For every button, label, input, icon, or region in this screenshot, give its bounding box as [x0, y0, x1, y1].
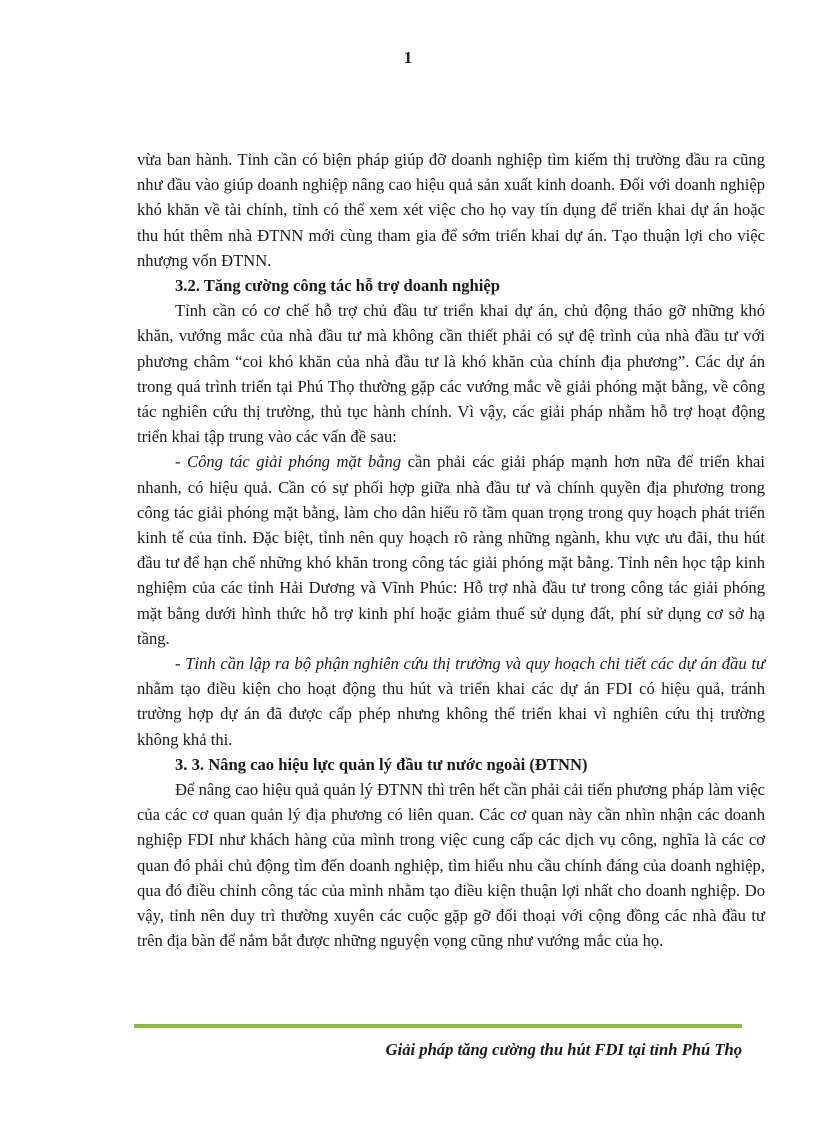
- section-heading-3-3: 3. 3. Nâng cao hiệu lực quản lý đầu tư nước ngoài (ĐTNN): [175, 754, 588, 774]
- paragraph-site-clearance-text: cần phải các giải pháp mạnh hơn nữa để triển khai nhanh, có hiệu quả. Cần có sự phối hợp giữa nhà đầu tư và chính quyền địa phương trong công tác giải phóng mặt bằng, làm cho dân hiểu rõ tầm quan trọng trong quy hoạch phát triển kinh tế của tỉnh. Đặc biệt, tỉnh nên quy hoạch rõ ràng những ngành, khu vực ưu đãi, thu hút đầu tư để hạn chế những khó khăn trong công tác giải phóng mặt bằng. Tỉnh nên học tập kinh nghiệm của các tỉnh Hải Dương và Vĩnh Phúc: Hỗ trợ nhà đầu tư trong công tác giải phóng mặt bằng dưới hình thức hỗ trợ kinh phí hoặc giảm thuế sử dụng đất, phí sử dụng cơ sở hạ tầng.: [137, 452, 765, 648]
- paragraph-management-efficiency: Để nâng cao hiệu quả quản lý ĐTNN thì trên hết cần phải cải tiến phương pháp làm việc của các cơ quan quản lý địa phương có liên quan. Các cơ quan này cần nhìn nhận các doanh nghiệp FDI như khách hàng của mình trong việc cung cấp các dịch vụ công, nghĩa là các cơ quan đó phải chủ động tìm đến doanh nghiệp, tìm hiểu nhu cầu chính đáng của doanh nghiệp, qua đó điều chỉnh công tác của mình nhằm tạo điều kiện thuận lợi nhất cho doanh nghiệp. Do vậy, tỉnh nên duy trì thường xuyên các cuộc gặp gỡ đối thoại với cộng đồng các nhà đầu tư trên địa bàn để nắm bắt được những nguyện vọng cũng như vướng mắc của họ.: [137, 780, 765, 951]
- paragraph-continuation: vừa ban hành. Tỉnh cần có biện pháp giúp đỡ doanh nghiệp tìm kiếm thị trường đầu ra cũng như đầu vào giúp doanh nghiệp nâng cao hiệu quả sản xuất kinh doanh. Đối với doanh nghiệp khó khăn về tài chính, tỉnh có thể xem xét việc cho họ vay tín dụng để triển khai dự án hoặc thu hút thêm nhà ĐTNN mới cùng tham gia để sớm triển khai dự án. Tạo thuận lợi cho việc nhượng vốn ĐTNN.: [137, 150, 765, 270]
- paragraph-site-clearance: [137, 449, 765, 651]
- footer-divider: [134, 1024, 742, 1028]
- italic-lead-site-clearance: - Công tác giải phóng mặt bằng: [175, 452, 402, 472]
- document-body: [137, 147, 765, 954]
- paragraph-market-research: [137, 651, 765, 752]
- footer-title: Giải pháp tăng cường thu hút FDI tại tỉnh Phú Thọ: [385, 1040, 742, 1059]
- page-number: 1: [403, 48, 413, 67]
- paragraph-support-mechanism: Tỉnh cần có cơ chế hỗ trợ chủ đầu tư triển khai dự án, chủ động tháo gỡ những khó khăn, vướng mắc của nhà đầu tư mà không cần thiết phải có sự đệ trình của nhà đầu tư với phương châm “coi khó khăn của nhà đầu tư là khó khăn của chính địa phương”. Các dự án trong quá trình triển tại Phú Thọ thường gặp các vướng mắc về giải phóng mặt bằng, về công tác nghiên cứu thị trường, thủ tục hành chính. Vì vậy, các giải pháp nhằm hỗ trợ hoạt động triển khai tập trung vào các vấn đề sau:: [137, 301, 765, 447]
- paragraph-market-research-text: nhằm tạo điều kiện cho hoạt động thu hút và triển khai các dự án FDI có hiệu quả, tránh trường hợp dự án đã được cấp phép nhưng không thể triển khai vì nghiên cứu thị trường không khả thi.: [137, 679, 765, 749]
- section-heading-3-2: 3.2. Tăng cường công tác hỗ trợ doanh nghiệp: [175, 276, 500, 296]
- italic-lead-market-research: - Tỉnh cần lập ra bộ phận nghiên cứu thị trường và quy hoạch chi tiết các dự án đầu tư: [175, 654, 765, 674]
